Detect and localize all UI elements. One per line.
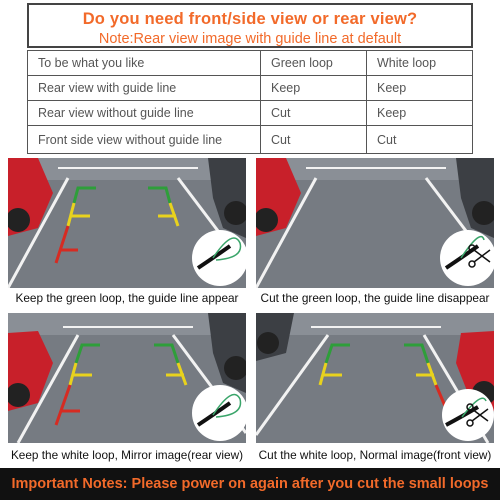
table-cell: Rear view with guide line [28,76,261,101]
panel-normal-image-photo [256,313,494,443]
table-cell: Cut [261,126,367,154]
panel-caption: Cut the white loop, Normal image(front view) [258,448,492,462]
header-title: Do you need front/side view or rear view? [82,10,418,28]
panel-caption: Keep the white loop, Mirror image(rear view) [10,448,244,462]
table-row [28,101,473,126]
table-row [28,76,473,101]
header-box [27,3,473,48]
table-header-cell: White loop [367,51,473,76]
table-row [28,126,473,154]
table-cell: Keep [367,76,473,101]
panel-caption: Keep the green loop, the guide line appear [15,291,239,305]
table-header-cell: To be what you like [28,51,261,76]
table-cell: Rear view without guide line [28,101,261,126]
loop-inset [192,230,246,286]
parking-lot-scene [256,313,494,443]
header-note: Note:Rear view image with guide line at default [98,31,402,47]
table-cell: Cut [261,101,367,126]
loop-options-table [27,50,473,154]
parking-lot-scene [256,158,494,288]
table-header-cell: Green loop [261,51,367,76]
panel-guide-lines-photo [8,158,246,288]
table-cell: Front side view without guide line [28,126,261,154]
table-cell: Cut [367,126,473,154]
panel-mirror-image-photo [8,313,246,443]
table-header-row [28,51,473,76]
parking-lot-scene [8,313,246,443]
table-cell: Keep [261,76,367,101]
table-cell: Keep [367,101,473,126]
important-notes-bar: Important Notes: Please power on again after you cut the small loops [0,468,500,500]
panel-no-guide-lines-photo [256,158,494,288]
parking-lot-scene [8,158,246,288]
panel-caption: Cut the green loop, the guide line disappear [260,291,490,305]
